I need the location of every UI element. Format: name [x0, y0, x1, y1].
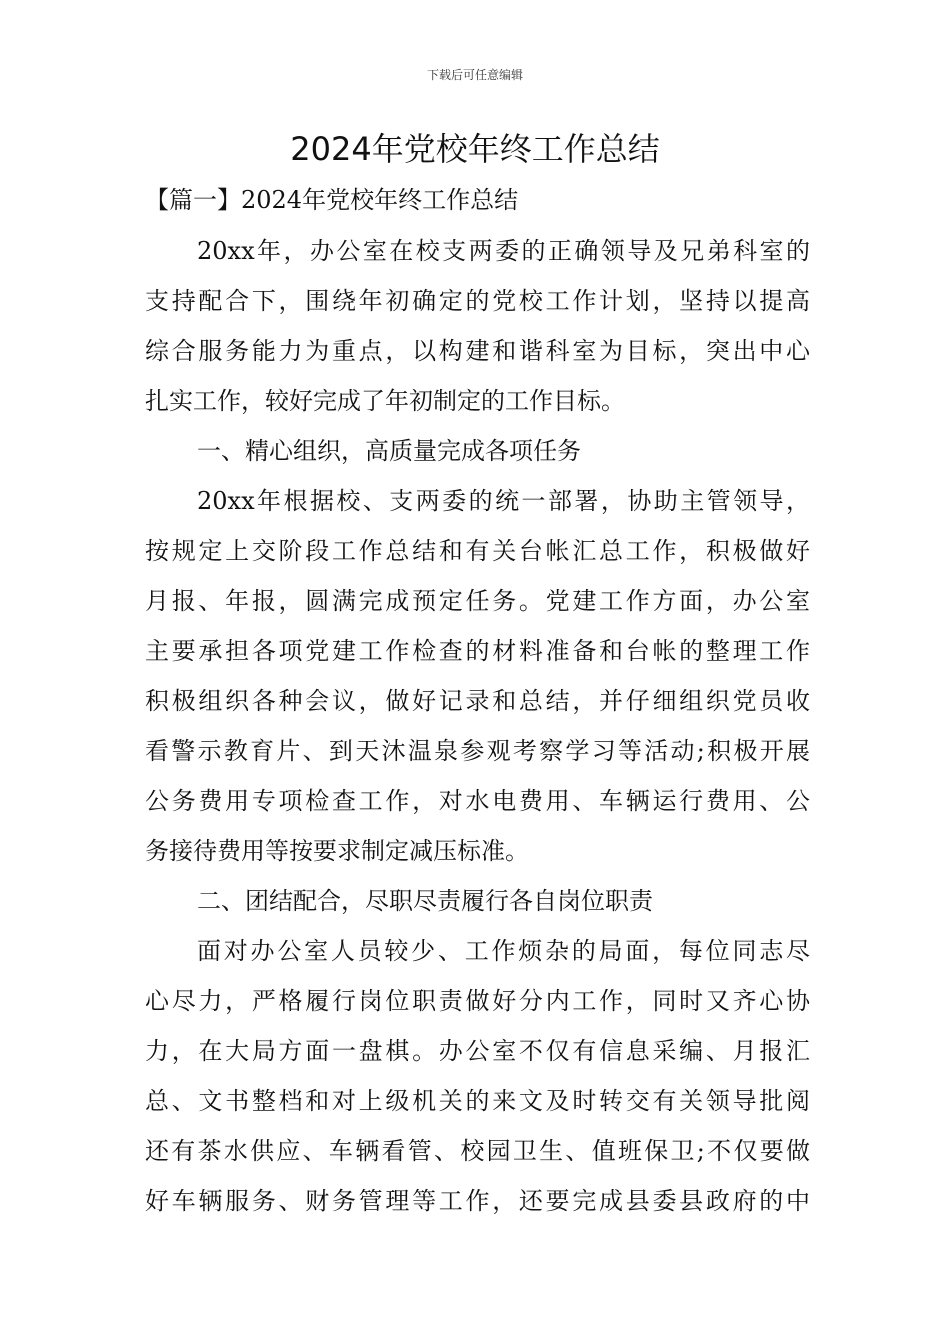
- text-line: 积极组织各种会议，做好记录和总结，并仔细组织党员收: [145, 687, 810, 715]
- text-line: 二、团结配合，尽职尽责履行各自岗位职责: [197, 887, 653, 915]
- section-heading-2: [145, 876, 810, 926]
- text-line: 月报、年报，圆满完成预定任务。党建工作方面，办公室: [145, 587, 810, 615]
- text-line: 扎实工作，较好完成了年初制定的工作目标。: [145, 387, 625, 415]
- text-line: 心尽力，严格履行岗位职责做好分内工作，同时又齐心协: [145, 987, 810, 1015]
- text-line: 一、精心组织，高质量完成各项任务: [197, 437, 581, 465]
- text-line: 公务费用专项检查工作，对水电费用、车辆运行费用、公: [145, 787, 810, 815]
- section-heading-1: [145, 426, 810, 476]
- text-line: 看警示教育片、到天沐温泉参观考察学习等活动;积极开展: [145, 737, 810, 765]
- document-body: [145, 226, 810, 1226]
- paragraph-organize: [145, 476, 810, 876]
- paragraph-cooperation: [145, 926, 810, 1226]
- download-note: 下载后可任意编辑: [426, 68, 523, 82]
- text-line: 务接待费用等按要求制定减压标准。: [145, 837, 529, 865]
- text-line: 按规定上交阶段工作总结和有关台帐汇总工作，积极做好: [145, 537, 810, 565]
- text-line: 面对办公室人员较少、工作烦杂的局面，每位同志尽: [197, 937, 810, 965]
- paragraph-intro: [145, 226, 810, 426]
- document-title: 2024年党校年终工作总结: [290, 130, 660, 168]
- text-line: 20xx年根据校、支两委的统一部署，协助主管领导，: [197, 487, 810, 515]
- text-line: 主要承担各项党建工作检查的材料准备和台帐的整理工作: [145, 637, 810, 665]
- section-label: 【篇一】2024年党校年终工作总结: [145, 186, 519, 214]
- text-line: 20xx年，办公室在校支两委的正确领导及兄弟科室的: [197, 237, 810, 265]
- text-line: 总、文书整档和对上级机关的来文及时转交有关领导批阅: [145, 1087, 810, 1115]
- text-line: 综合服务能力为重点，以构建和谐科室为目标，突出中心: [145, 337, 810, 365]
- text-line: 好车辆服务、财务管理等工作，还要完成县委县政府的中: [145, 1187, 810, 1215]
- text-line: 支持配合下，围绕年初确定的党校工作计划，坚持以提高: [145, 287, 810, 315]
- text-line: 还有茶水供应、车辆看管、校园卫生、值班保卫;不仅要做: [145, 1137, 810, 1165]
- text-line: 力，在大局方面一盘棋。办公室不仅有信息采编、月报汇: [145, 1037, 810, 1065]
